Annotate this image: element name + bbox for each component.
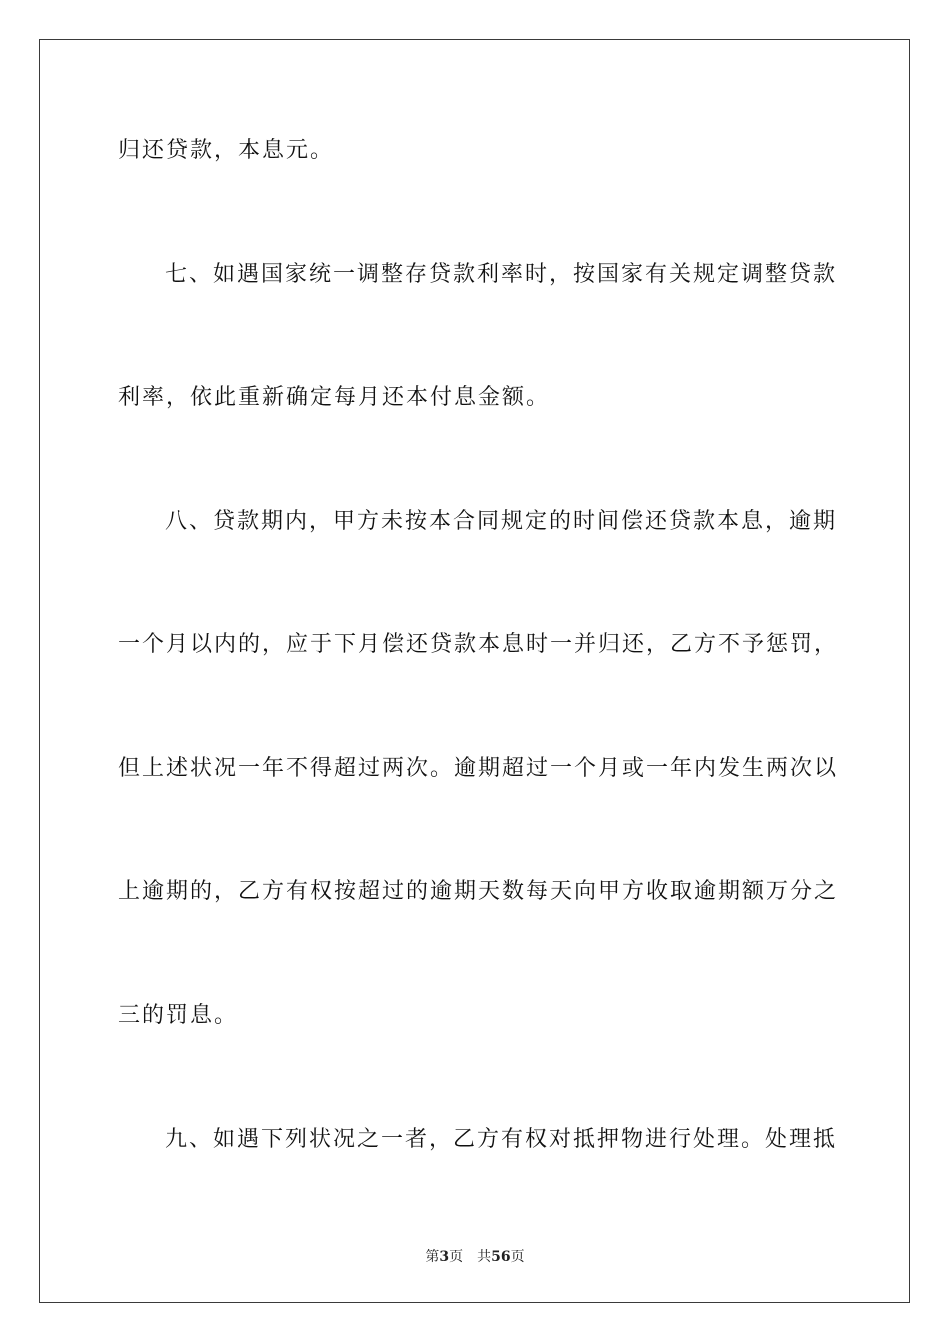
page-prefix: 第: [425, 1249, 440, 1265]
text-line-5: 一个月以内的，应于下月偿还贷款本息时一并归还，乙方不予惩罚，: [118, 632, 839, 657]
total-suffix: 页: [510, 1249, 525, 1265]
text-line-4: 八、贷款期内，甲方未按本合同规定的时间偿还贷款本息，逾期: [165, 509, 838, 534]
text-line-8: 三的罚息。: [118, 1003, 239, 1028]
total-pages: 56: [491, 1249, 511, 1265]
page-footer: [0, 1247, 950, 1267]
total-prefix: 共: [477, 1249, 492, 1265]
text-line-2: 七、如遇国家统一调整存贷款利率时，按国家有关规定调整贷款: [165, 262, 838, 287]
page-number: 3: [439, 1249, 450, 1265]
text-line-3: 利率，依此重新确定每月还本付息金额。: [118, 385, 551, 410]
text-line-6: 但上述状况一年不得超过两次。逾期超过一个月或一年内发生两次以: [118, 756, 839, 781]
text-line-7: 上逾期的，乙方有权按超过的逾期天数每天向甲方收取逾期额万分之: [118, 879, 839, 904]
text-line-1: 归还贷款，本息元。: [118, 138, 335, 163]
text-line-9: 九、如遇下列状况之一者，乙方有权对抵押物进行处理。处理抵: [165, 1127, 838, 1152]
page-suffix: 页: [449, 1249, 464, 1265]
page-border: [39, 39, 910, 1303]
